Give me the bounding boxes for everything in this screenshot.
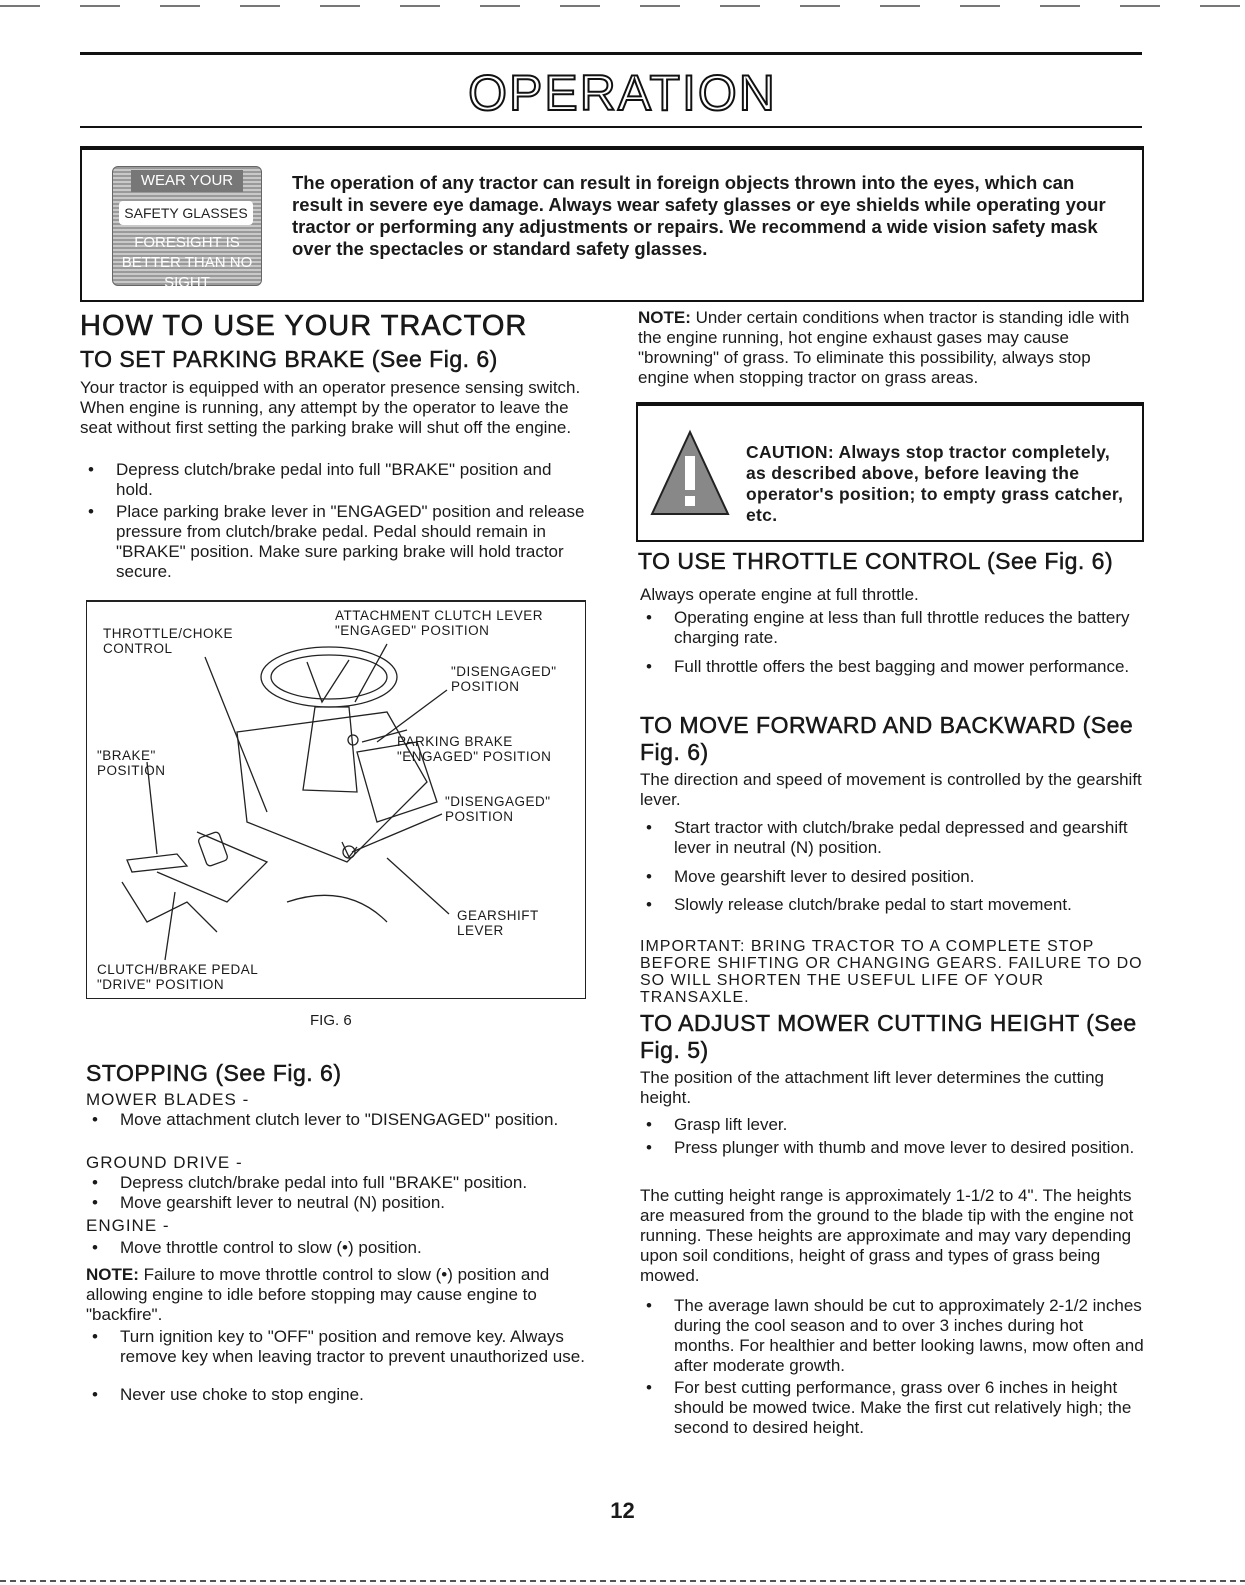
- label-attachment-clutch: ATTACHMENT CLUTCH LEVER "ENGAGED" POSITION: [335, 608, 544, 638]
- figure-6: [86, 600, 586, 999]
- stopping-note-label: NOTE:: [86, 1265, 139, 1284]
- right-note-label: NOTE:: [638, 308, 691, 327]
- throttle-bullet-2: • Full throttle offers the best bagging and mower performance.: [640, 657, 1144, 677]
- parking-intro: Your tractor is equipped with an operator presence sensing switch. When engine is running, any attempt by the operator to leave the seat without first setting the parking brake will shut off the engine.: [80, 378, 581, 437]
- ground-bullet-2: • Move gearshift lever to neutral (N) position.: [86, 1193, 590, 1213]
- throttle-bullet-1: • Operating engine at less than full throttle reduces the battery charging rate.: [640, 608, 1144, 648]
- safety-warning-box: [80, 146, 1144, 302]
- label-disengaged-1: "DISENGAGED" POSITION: [451, 664, 557, 694]
- safety-warning-text: The operation of any tractor can result in foreign objects thrown into the eyes, which can result in severe eye damage. Always wear safety glasses or eye shields while operating your tractor or performing any adjustments or repairs. We recommend a wide vision safety mask over the spectacles or standard safety glasses.: [292, 172, 1106, 259]
- height-bullet-3: • The average lawn should be cut to approximately 2-1/2 inches during the cool season and to over 3 inches during hot months. For healthier and better looking lawns, mow often and after moderate growth.: [640, 1296, 1144, 1376]
- important-note: IMPORTANT: BRING TRACTOR TO A COMPLETE STOP BEFORE SHIFTING OR CHANGING GEARS. FAILURE TO DO SO WILL SHORTEN THE USEFUL LIFE OF YOUR TRANSAXLE.: [640, 938, 1143, 1006]
- forward-bullet-3: • Slowly release clutch/brake pedal to start movement.: [640, 895, 1144, 915]
- caution-text: CAUTION: Always stop tractor completely, as described above, before leaving the operator's position; to empty grass catcher, etc.: [746, 442, 1124, 525]
- stopping-note: [86, 1265, 590, 1325]
- label-throttle-choke: THROTTLE/CHOKE CONTROL: [103, 626, 234, 656]
- caution-box: [636, 402, 1144, 542]
- engine-bullet-2: • Turn ignition key to "OFF" position and remove key. Always remove key when leaving tractor to prevent unauthorized use.: [86, 1327, 590, 1367]
- cutting-height-heading: TO ADJUST MOWER CUTTING HEIGHT (See Fig. 5): [640, 1010, 1137, 1063]
- throttle-heading: TO USE THROTTLE CONTROL (See Fig. 6): [638, 548, 1114, 574]
- engine-bullet-3: • Never use choke to stop engine.: [86, 1385, 590, 1405]
- stopping-heading: STOPPING (See Fig. 6): [86, 1060, 342, 1086]
- label-parking-brake: PARKING BRAKE "ENGAGED" POSITION: [397, 734, 552, 764]
- label-clutch-brake-pedal: CLUTCH/BRAKE PEDAL "DRIVE" POSITION: [97, 962, 259, 992]
- height-bullet-2: • Press plunger with thumb and move lever to desired position.: [640, 1138, 1144, 1158]
- ground-drive-label: GROUND DRIVE -: [86, 1153, 243, 1172]
- label-gearshift-lever: GEARSHIFT LEVER: [457, 908, 539, 938]
- right-note: [638, 308, 1142, 388]
- stopping-note-text: Failure to move throttle control to slow (•) position and allowing engine to idle before stopping may cause engine to "backfire".: [86, 1265, 550, 1324]
- engine-label: ENGINE -: [86, 1216, 170, 1235]
- parking-brake-heading: TO SET PARKING BRAKE (See Fig. 6): [80, 346, 498, 372]
- mower-blades-label: MOWER BLADES -: [86, 1090, 250, 1109]
- badge-line-2: SAFETY GLASSES: [119, 201, 253, 225]
- badge-line-3: FORESIGHT IS BETTER THAN NO SIGHT: [121, 234, 253, 291]
- steering-wheel-shape: [261, 647, 397, 707]
- section-heading: HOW TO USE YOUR TRACTOR: [80, 310, 528, 342]
- figure-caption: FIG. 6: [310, 1012, 352, 1029]
- blades-bullet-1: • Move attachment clutch lever to "DISENGAGED" position.: [86, 1110, 586, 1130]
- scan-edge-line: [0, 5, 1245, 7]
- throttle-intro: Always operate engine at full throttle.: [640, 585, 919, 604]
- height-paragraph: The cutting height range is approximately 1-1/2 to 4". The heights are measured from the ground to the blade tip with the engine not running. These heights are approximate and may vary depending upon soil conditions, height of grass and types of grass being mowed.: [640, 1186, 1134, 1285]
- height-intro: The position of the attachment lift lever determines the cutting height.: [640, 1068, 1104, 1107]
- scan-bottom-edge: [0, 1580, 1245, 1582]
- page-title: OPERATION: [468, 65, 777, 121]
- height-bullet-4: • For best cutting performance, grass over 6 inches in height should be mowed twice. Make the first cut relatively high; the second to desired height.: [640, 1378, 1144, 1438]
- page-number: 12: [610, 1498, 635, 1523]
- forward-bullet-1: • Start tractor with clutch/brake pedal depressed and gearshift lever in neutral (N) position.: [640, 818, 1144, 858]
- forward-bullet-2: • Move gearshift lever to desired position.: [640, 867, 1144, 887]
- header-bottom-rule: [80, 126, 1142, 128]
- parking-bullet-1: • Depress clutch/brake pedal into full "BRAKE" position and hold.: [82, 460, 586, 500]
- forward-heading: TO MOVE FORWARD AND BACKWARD (See Fig. 6): [640, 712, 1134, 765]
- forward-intro: The direction and speed of movement is controlled by the gearshift lever.: [640, 770, 1142, 809]
- right-note-text: Under certain conditions when tractor is standing idle with the engine running, hot engine exhaust gases may cause "browning" of grass. To eliminate this possibility, always stop engine when stopping tractor on grass areas.: [638, 308, 1130, 387]
- parking-bullet-2: • Place parking brake lever in "ENGAGED" position and release pressure from clutch/brake pedal. Pedal should remain in "BRAKE" position. Make sure parking brake will hold tractor secure.: [82, 502, 586, 582]
- label-disengaged-2: "DISENGAGED" POSITION: [445, 794, 551, 824]
- engine-bullet-1: • Move throttle control to slow (•) position.: [86, 1238, 590, 1258]
- badge-line-1: WEAR YOUR: [131, 170, 243, 192]
- height-bullet-1: • Grasp lift lever.: [640, 1115, 1144, 1135]
- safety-glasses-badge-icon: [112, 166, 262, 291]
- warning-triangle-icon: [650, 428, 730, 518]
- label-brake-position: "BRAKE" POSITION: [97, 748, 166, 778]
- header-top-rule: [80, 52, 1142, 55]
- ground-bullet-1: • Depress clutch/brake pedal into full "BRAKE" position.: [86, 1173, 590, 1193]
